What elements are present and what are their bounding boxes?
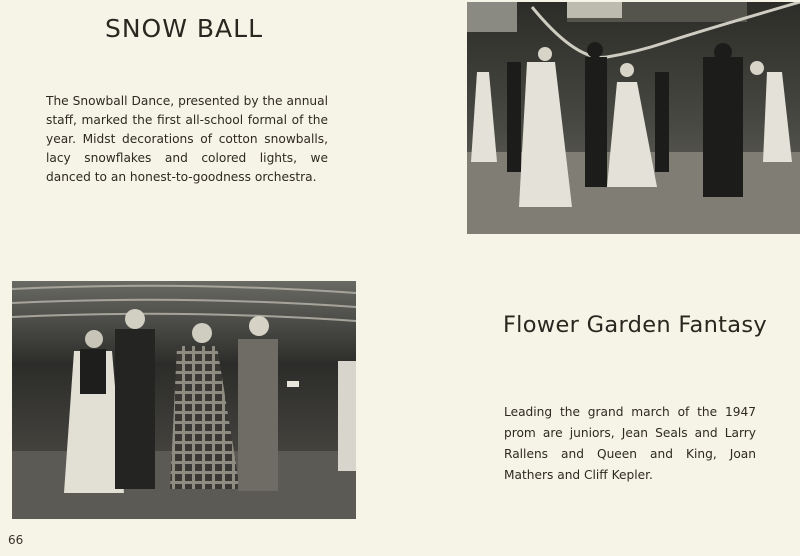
snowball-dance-photo <box>467 2 800 234</box>
snowball-title: SNOW BALL <box>104 14 264 43</box>
page-number: 66 <box>8 533 24 547</box>
prom-caption: Leading the grand march of the 1947 prom are juniors, Jean Seals and Larry Rallens and Queen and King, Joan Mathers and Cliff Kepler. <box>504 405 756 482</box>
prom-title: Flower Garden Fantasy <box>502 312 768 338</box>
snowball-paragraph: The Snowball Dance, presented by the annual staff, marked the first all-school formal of the year. Midst decorations of cotton snowballs, lacy snowflakes and colored lights, we danced to an honest-to-goodness orchestra. <box>46 94 328 184</box>
prom-grand-march-photo <box>12 281 356 519</box>
